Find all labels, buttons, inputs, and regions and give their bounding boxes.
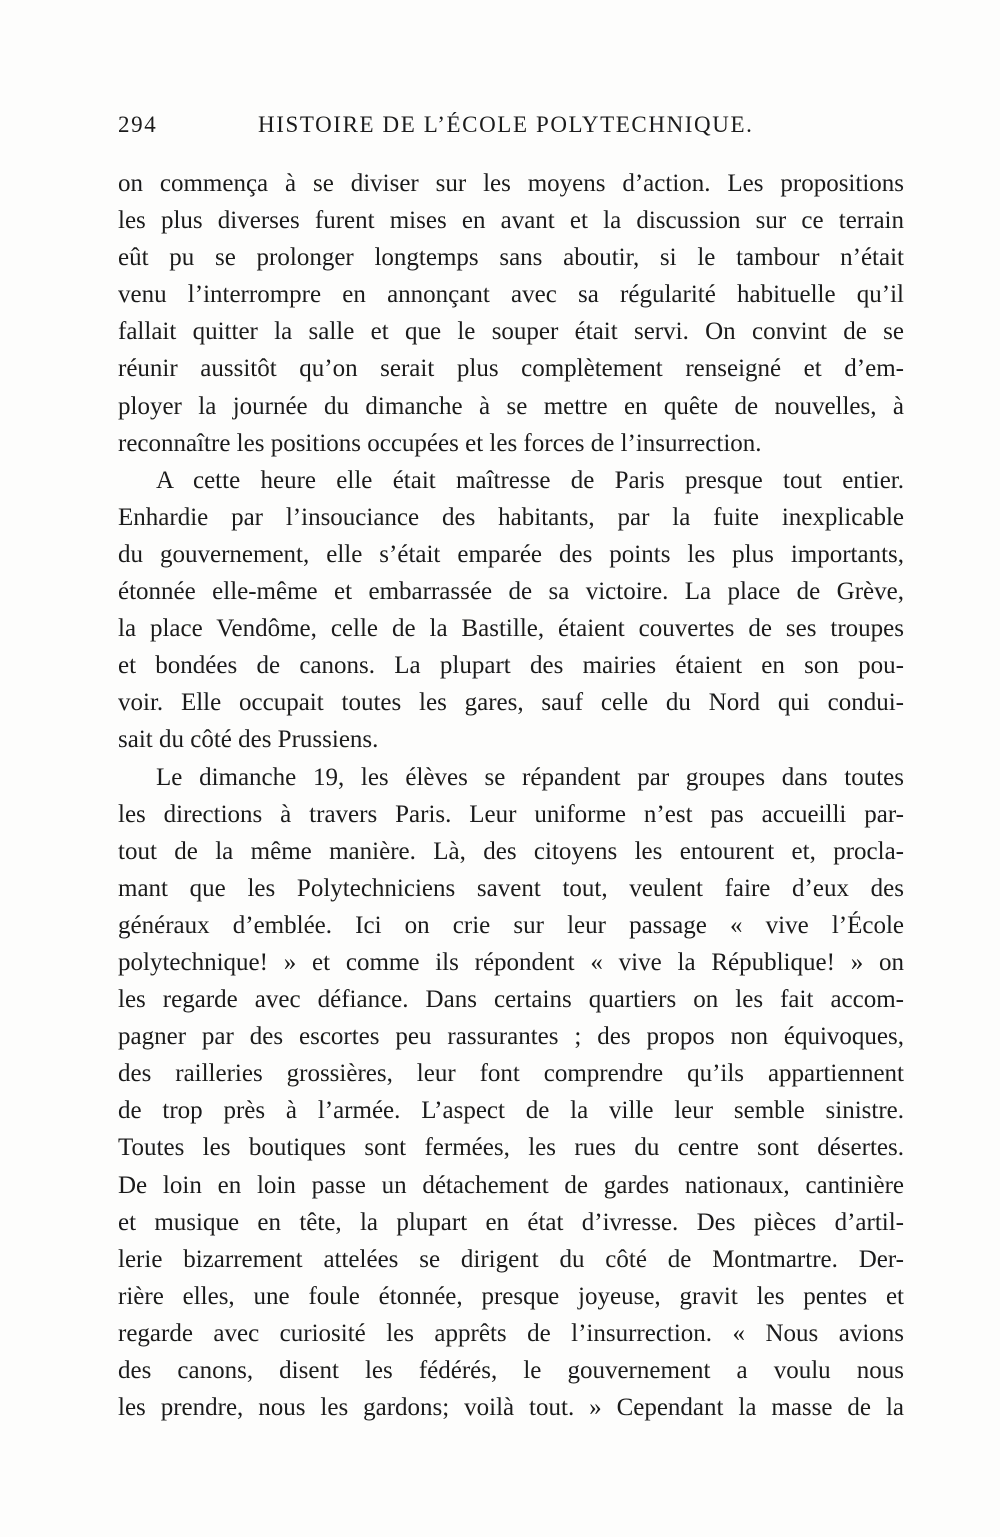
text-line: les regarde avec défiance. Dans certains quartiers on les fait accom- bbox=[118, 986, 904, 1014]
text-line: et musique en tête, la plupart en état d’ivresse. Des pièces d’artil- bbox=[118, 1208, 904, 1236]
text-line: mant que les Polytechniciens savent tout, veulent faire d’eux des bbox=[118, 874, 904, 902]
body-text bbox=[118, 165, 904, 1426]
running-title: HISTOIRE DE L’ÉCOLE POLYTECHNIQUE. bbox=[258, 112, 754, 137]
text-line: sait du côté des Prussiens. bbox=[118, 726, 379, 754]
text-line: généraux d’emblée. Ici on crie sur leur passage « vive l’École bbox=[118, 911, 904, 939]
text-line: la place Vendôme, celle de la Bastille, étaient couvertes de ses troupes bbox=[118, 615, 904, 643]
text-line: et bondées de canons. La plupart des mairies étaient en son pou- bbox=[118, 652, 904, 680]
text-line: on commença à se diviser sur les moyens d’action. Les propositions bbox=[118, 170, 904, 197]
text-line: A cette heure elle était maîtresse de Paris presque tout entier. bbox=[156, 466, 904, 494]
text-line: des canons, disent les fédérés, le gouvernement a voulu nous bbox=[118, 1357, 904, 1384]
text-line: de trop près à l’armée. L’aspect de la ville leur semble sinistre. bbox=[118, 1097, 904, 1125]
text-line: Enhardie par l’insouciance des habitants, par la fuite inexplicable bbox=[118, 503, 904, 531]
text-line: les plus diverses furent mises en avant et la discussion sur ce terrain bbox=[118, 207, 904, 235]
text-line: rière elles, une foule étonnée, presque joyeuse, gravit les pentes et bbox=[118, 1282, 904, 1310]
text-line: lerie bizarrement attelées se dirigent du côté de Montmartre. Der- bbox=[118, 1245, 904, 1273]
text-line: fallait quitter la salle et que le souper était servi. On convint de se bbox=[118, 318, 904, 346]
text-line: réunir aussitôt qu’on serait plus complètement renseigné et d’em- bbox=[118, 355, 904, 383]
text-line: les prendre, nous les gardons; voilà tout. » Cependant la masse de la bbox=[118, 1394, 904, 1422]
text-line: venu l’interrompre en annonçant avec sa régularité habituelle qu’il bbox=[118, 281, 904, 309]
text-line: regarde avec curiosité les apprêts de l’insurrection. « Nous avions bbox=[118, 1319, 904, 1347]
text-line: voir. Elle occupait toutes les gares, sauf celle du Nord qui condui- bbox=[118, 689, 904, 717]
text-line: les directions à travers Paris. Leur uniforme n’est pas accueilli par- bbox=[118, 800, 904, 828]
text-line: polytechnique! » et comme ils répondent « vive la République! » on bbox=[118, 948, 904, 976]
running-head bbox=[118, 112, 908, 144]
text-line: pagner par des escortes peu rassurantes ; des propos non équivoques, bbox=[118, 1023, 904, 1051]
text-line: reconnaître les positions occupées et les forces de l’insurrection. bbox=[118, 429, 762, 457]
text-line: eût pu se prolonger longtemps sans aboutir, si le tambour n’était bbox=[118, 244, 904, 272]
text-line: Toutes les boutiques sont fermées, les rues du centre sont désertes. bbox=[118, 1134, 904, 1162]
text-line: Le dimanche 19, les élèves se répandent par groupes dans toutes bbox=[156, 763, 904, 791]
text-line: étonnée elle-même et embarrassée de sa victoire. La place de Grève, bbox=[118, 578, 904, 606]
text-line: De loin en loin passe un détachement de gardes nationaux, cantinière bbox=[118, 1171, 904, 1199]
text-line: du gouvernement, elle s’était emparée des points les plus importants, bbox=[118, 540, 904, 568]
text-line: des railleries grossières, leur font comprendre qu’ils appartiennent bbox=[118, 1060, 904, 1088]
text-line: tout de la même manière. Là, des citoyens les entourent et, procla- bbox=[118, 837, 904, 865]
text-line: ployer la journée du dimanche à se mettre en quête de nouvelles, à bbox=[118, 392, 904, 420]
page-number: 294 bbox=[118, 112, 158, 137]
